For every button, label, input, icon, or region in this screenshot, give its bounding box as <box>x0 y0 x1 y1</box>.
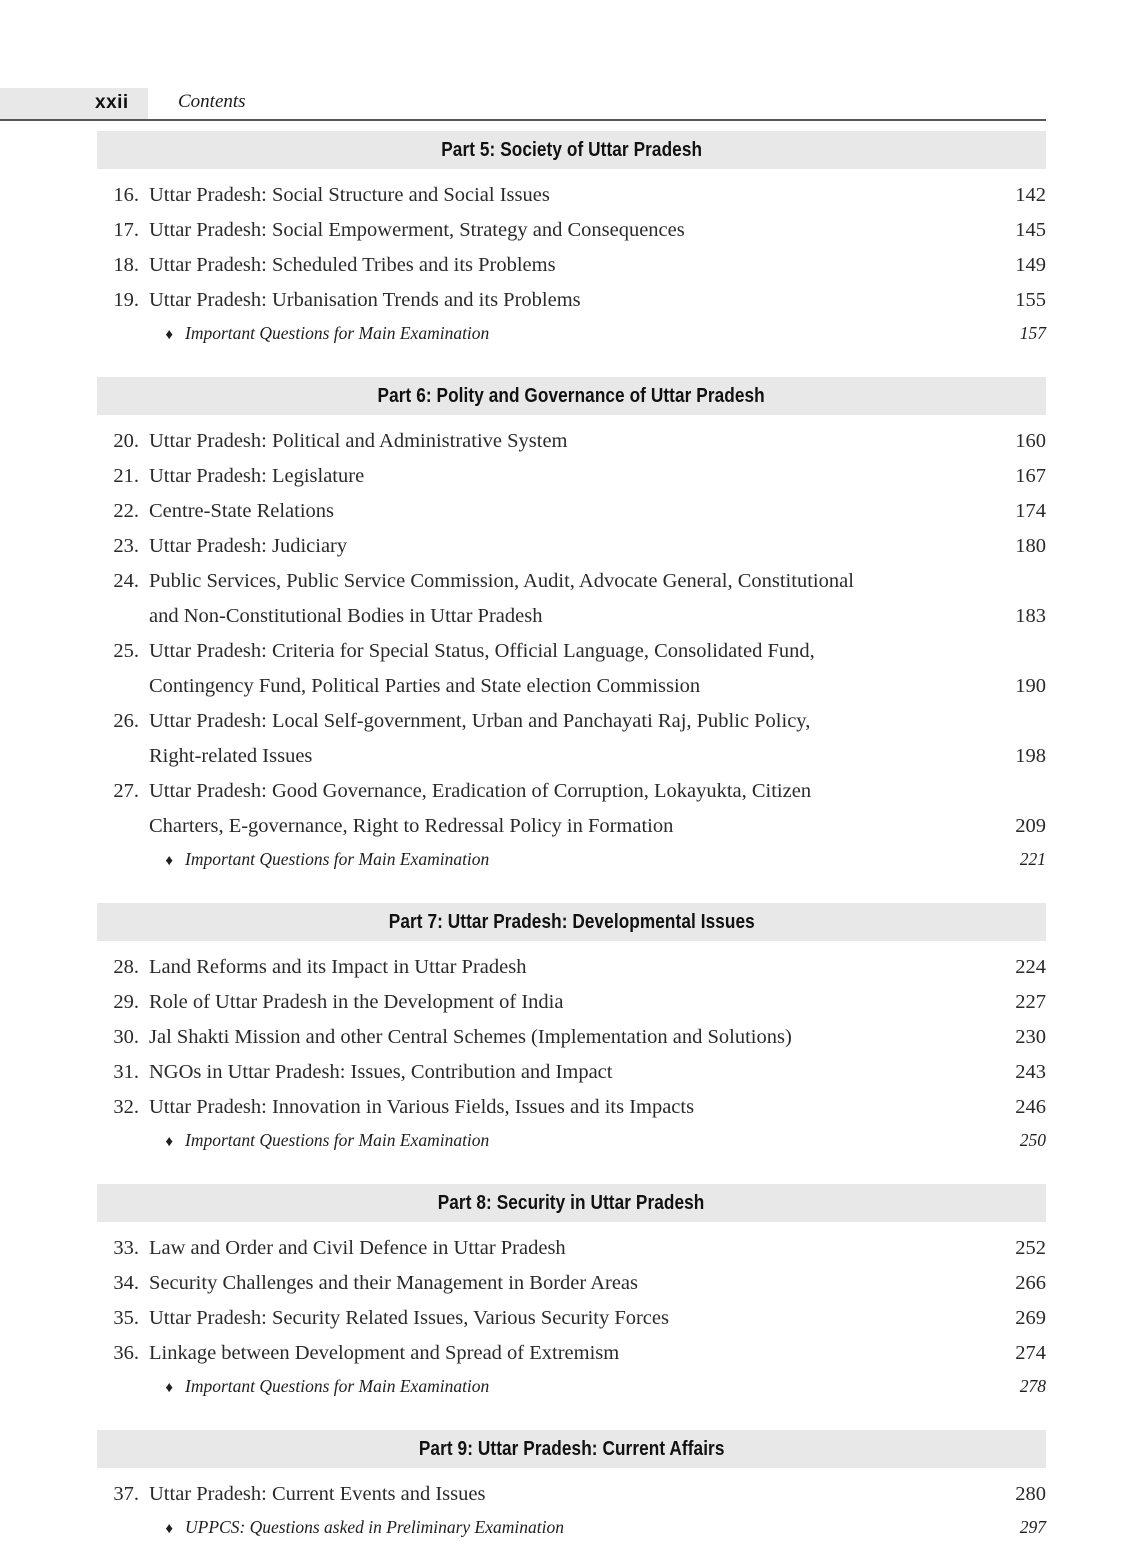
toc-entry-number: 28. <box>113 956 139 978</box>
toc-entry-page-number: 142 <box>1015 184 1046 206</box>
toc-entry-number: 30. <box>113 1026 139 1048</box>
toc-entry-row[interactable] <box>97 634 1046 704</box>
toc-subentry-title: Important Questions for Main Examination <box>185 323 490 343</box>
toc-subentry-row[interactable] <box>97 844 1046 877</box>
toc-entry-page-number: 227 <box>1015 991 1046 1013</box>
toc-entry-title-line: Centre-State Relations <box>149 500 335 522</box>
toc-part-block <box>97 1430 1046 1545</box>
part-banner <box>97 377 1046 415</box>
toc-entry-title <box>149 424 984 459</box>
toc-entry-row[interactable] <box>97 213 1046 248</box>
toc-entry-page-number: 180 <box>1015 535 1046 557</box>
toc-entry-page-number: 266 <box>1015 1272 1046 1294</box>
toc-entry-title <box>149 178 984 213</box>
toc-entry-page-number: 183 <box>1015 605 1046 627</box>
toc-entry-row[interactable] <box>97 178 1046 213</box>
toc-entry-number: 31. <box>113 1061 139 1083</box>
table-of-contents <box>97 131 1046 1545</box>
toc-entry-title-line: Contingency Fund, Political Parties and State election Commission <box>149 675 701 697</box>
toc-entry-title <box>149 985 984 1020</box>
toc-entry-row[interactable] <box>97 985 1046 1020</box>
toc-subentry-title: UPPCS: Questions asked in Preliminary Examination <box>185 1517 564 1537</box>
toc-subentry-page-number: 297 <box>1019 1517 1046 1537</box>
toc-entry-row[interactable] <box>97 564 1046 634</box>
toc-entry-row[interactable] <box>97 424 1046 459</box>
toc-entry-title-line: Law and Order and Civil Defence in Uttar Pradesh <box>149 1237 566 1259</box>
toc-entry-title <box>149 1477 984 1512</box>
toc-entry-title <box>149 1020 984 1055</box>
toc-entry-page-number: 280 <box>1015 1483 1046 1505</box>
toc-part-block <box>97 1184 1046 1404</box>
diamond-bullet-icon: ♦ <box>165 327 173 343</box>
toc-entry-title <box>149 1090 984 1125</box>
toc-entry-page-number: 155 <box>1015 289 1046 311</box>
toc-entry-row[interactable] <box>97 283 1046 318</box>
toc-entry-number: 23. <box>113 535 139 557</box>
toc-entry-title-line: Security Challenges and their Management in Border Areas <box>149 1272 639 1294</box>
toc-entry-title-line: Uttar Pradesh: Urbanisation Trends and its Problems <box>149 289 581 311</box>
part-banner-label: Part 5: Society of Uttar Pradesh <box>441 138 702 161</box>
toc-entry-page-number: 198 <box>1015 745 1046 767</box>
toc-entry-page-number: 243 <box>1015 1061 1046 1083</box>
toc-entry-title-line: Public Services, Public Service Commission, Audit, Advocate General, Constitutional <box>149 570 854 592</box>
toc-entry-row[interactable] <box>97 494 1046 529</box>
toc-subentry-title: Important Questions for Main Examination <box>185 1376 490 1396</box>
part-banner <box>97 1184 1046 1222</box>
toc-entry-title-line: NGOs in Uttar Pradesh: Issues, Contribution and Impact <box>149 1061 613 1083</box>
toc-entry-title-line: Uttar Pradesh: Scheduled Tribes and its Problems <box>149 254 556 276</box>
toc-entry-page-number: 174 <box>1015 500 1046 522</box>
toc-entry-title <box>149 1055 984 1090</box>
toc-entry-page-number: 149 <box>1015 254 1046 276</box>
toc-subentry-row[interactable] <box>97 318 1046 351</box>
toc-subentry-page-number: 278 <box>1019 1376 1046 1396</box>
toc-entry-row[interactable] <box>97 248 1046 283</box>
toc-entry-title <box>149 494 984 529</box>
toc-entry-title <box>149 248 984 283</box>
toc-subentry-title: Important Questions for Main Examination <box>185 849 490 869</box>
toc-entry-title <box>149 283 984 318</box>
page-folio-number: xxii <box>95 92 129 113</box>
toc-entry-title <box>149 459 984 494</box>
toc-entry-page-number: 246 <box>1015 1096 1046 1118</box>
toc-subentry-title: Important Questions for Main Examination <box>185 1130 490 1150</box>
part-banner-label: Part 7: Uttar Pradesh: Developmental Issues <box>388 910 755 933</box>
toc-entry-number: 32. <box>113 1096 139 1118</box>
part-banner <box>97 903 1046 941</box>
part-spacer <box>97 1158 1046 1184</box>
toc-entry-number: 35. <box>113 1307 139 1329</box>
toc-entry-title <box>149 1266 984 1301</box>
toc-entry-title-line: Uttar Pradesh: Security Related Issues, Various Security Forces <box>149 1307 669 1329</box>
toc-entry-row[interactable] <box>97 1055 1046 1090</box>
toc-entry-row[interactable] <box>97 1301 1046 1336</box>
toc-entry-number: 22. <box>113 500 139 522</box>
diamond-bullet-icon: ♦ <box>165 1521 173 1537</box>
toc-entry-title <box>149 213 984 248</box>
toc-entry-title-line: Land Reforms and its Impact in Uttar Pradesh <box>149 956 527 978</box>
toc-entry-title-line: Right-related Issues <box>149 745 313 767</box>
toc-entry-title <box>149 774 984 844</box>
toc-part-block <box>97 377 1046 877</box>
toc-entry-row[interactable] <box>97 1020 1046 1055</box>
toc-subentry-page-number: 221 <box>1019 849 1046 869</box>
toc-entry-page-number: 252 <box>1015 1237 1046 1259</box>
toc-subentry-page-number: 250 <box>1019 1130 1046 1150</box>
toc-entry-row[interactable] <box>97 1336 1046 1371</box>
toc-entry-title <box>149 1231 984 1266</box>
toc-entry-row[interactable] <box>97 950 1046 985</box>
running-header <box>0 88 1046 122</box>
toc-entry-title-line: Linkage between Development and Spread of Extremism <box>149 1342 620 1364</box>
toc-entry-row[interactable] <box>97 1266 1046 1301</box>
toc-part-block <box>97 903 1046 1158</box>
toc-entry-title <box>149 529 984 564</box>
toc-entry-row[interactable] <box>97 529 1046 564</box>
toc-entry-page-number: 167 <box>1015 465 1046 487</box>
toc-entry-page-number: 230 <box>1015 1026 1046 1048</box>
toc-entry-page-number: 209 <box>1015 815 1046 837</box>
toc-entry-title-line: Jal Shakti Mission and other Central Schemes (Implementation and Solutions) <box>149 1026 792 1048</box>
part-banner-label: Part 9: Uttar Pradesh: Current Affairs <box>418 1437 725 1460</box>
running-header-title: Contents <box>178 91 246 112</box>
toc-entry-title-line: Uttar Pradesh: Innovation in Various Fields, Issues and its Impacts <box>149 1096 695 1118</box>
part-spacer <box>97 1404 1046 1430</box>
toc-entry-title <box>149 950 984 985</box>
toc-entry-title-line: and Non-Constitutional Bodies in Uttar Pradesh <box>149 605 543 627</box>
toc-entry-number: 33. <box>113 1237 139 1259</box>
toc-entry-number: 20. <box>113 430 139 452</box>
part-banner-label: Part 6: Polity and Governance of Uttar Pradesh <box>377 384 766 407</box>
toc-entry-number: 24. <box>113 570 139 592</box>
toc-entry-number: 18. <box>113 254 139 276</box>
toc-entry-title-line: Uttar Pradesh: Social Structure and Social Issues <box>149 184 550 206</box>
toc-entry-title-line: Uttar Pradesh: Legislature <box>149 465 365 487</box>
toc-entry-title <box>149 704 984 774</box>
toc-entry-title-line: Uttar Pradesh: Criteria for Special Status, Official Language, Consolidated Fund, <box>149 640 815 662</box>
toc-entry-title <box>149 1336 984 1371</box>
toc-entry-row[interactable] <box>97 1231 1046 1266</box>
part-banner-label: Part 8: Security in Uttar Pradesh <box>438 1191 705 1214</box>
toc-entry-page-number: 269 <box>1015 1307 1046 1329</box>
toc-entry-number: 34. <box>113 1272 139 1294</box>
toc-entry-page-number: 190 <box>1015 675 1046 697</box>
toc-entry-title-line: Role of Uttar Pradesh in the Development of India <box>149 991 564 1013</box>
part-banner <box>97 1430 1046 1468</box>
toc-entry-title <box>149 634 984 704</box>
toc-entry-title-line: Uttar Pradesh: Political and Administrative System <box>149 430 568 452</box>
part-spacer <box>97 877 1046 903</box>
toc-entry-number: 16. <box>113 184 139 206</box>
toc-entry-page-number: 224 <box>1015 956 1046 978</box>
toc-entry-page-number: 160 <box>1015 430 1046 452</box>
toc-entry-page-number: 145 <box>1015 219 1046 241</box>
toc-entry-title-line: Uttar Pradesh: Current Events and Issues <box>149 1483 486 1505</box>
toc-entry-title <box>149 1301 984 1336</box>
toc-entry-row[interactable] <box>97 704 1046 774</box>
toc-entry-row[interactable] <box>97 1090 1046 1125</box>
toc-entry-row[interactable] <box>97 774 1046 844</box>
diamond-bullet-icon: ♦ <box>165 1380 173 1396</box>
toc-entry-number: 21. <box>113 465 139 487</box>
part-spacer <box>97 351 1046 377</box>
toc-subentry-row[interactable] <box>97 1125 1046 1158</box>
toc-entry-page-number: 274 <box>1015 1342 1046 1364</box>
toc-entry-row[interactable] <box>97 459 1046 494</box>
toc-entry-title-line: Uttar Pradesh: Local Self-government, Urban and Panchayati Raj, Public Policy, <box>149 710 811 732</box>
toc-part-block <box>97 131 1046 351</box>
toc-entry-title-line: Uttar Pradesh: Good Governance, Eradication of Corruption, Lokayukta, Citizen <box>149 780 812 802</box>
toc-entry-number: 29. <box>113 991 139 1013</box>
toc-entry-title-line: Uttar Pradesh: Judiciary <box>149 535 348 557</box>
toc-entry-title-line: Charters, E-governance, Right to Redressal Policy in Formation <box>149 815 674 837</box>
header-divider-rule <box>0 119 1046 121</box>
diamond-bullet-icon: ♦ <box>165 853 173 869</box>
toc-entry-number: 25. <box>113 640 139 662</box>
toc-entry-number: 37. <box>113 1483 139 1505</box>
toc-subentry-row[interactable] <box>97 1512 1046 1545</box>
toc-entry-number: 26. <box>113 710 139 732</box>
toc-entry-row[interactable] <box>97 1477 1046 1512</box>
toc-entry-title <box>149 564 984 634</box>
part-banner <box>97 131 1046 169</box>
toc-entry-number: 36. <box>113 1342 139 1364</box>
toc-entry-number: 17. <box>113 219 139 241</box>
toc-entry-number: 19. <box>113 289 139 311</box>
toc-entry-number: 27. <box>113 780 139 802</box>
toc-subentry-page-number: 157 <box>1019 323 1046 343</box>
diamond-bullet-icon: ♦ <box>165 1134 173 1150</box>
toc-subentry-row[interactable] <box>97 1371 1046 1404</box>
toc-entry-title-line: Uttar Pradesh: Social Empowerment, Strategy and Consequences <box>149 219 685 241</box>
